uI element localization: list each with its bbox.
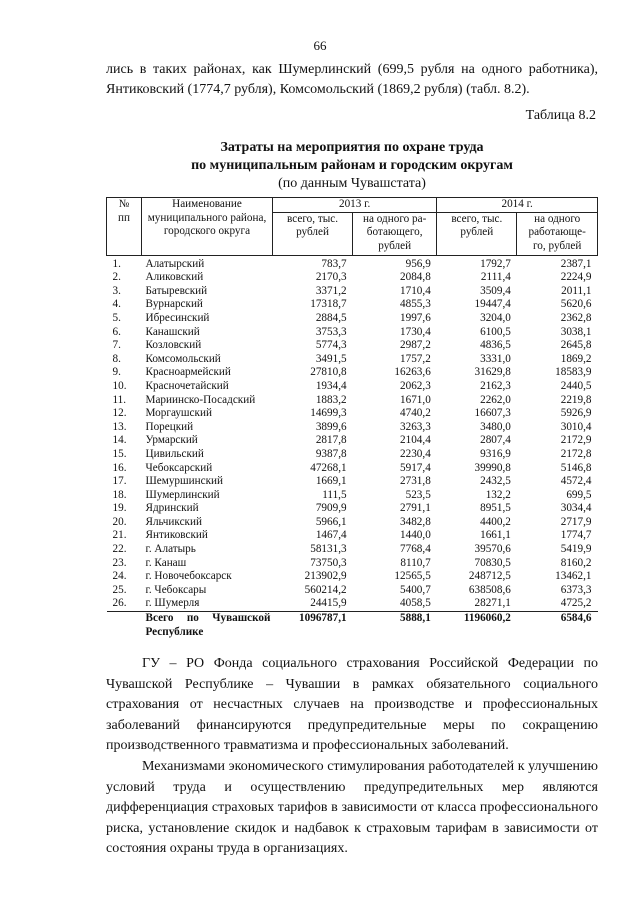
row-per-worker-2014: 2224,9	[560, 271, 592, 284]
row-name: г. Чебоксары	[145, 583, 207, 596]
row-per-worker-2014: 2440,5	[560, 379, 592, 392]
row-total-2014: 1661,1	[480, 529, 511, 542]
table-row	[107, 502, 598, 516]
row-name: Вурнарский	[145, 298, 203, 311]
row-per-worker-2014: 5926,9	[560, 407, 592, 420]
row-per-worker-2013: 12565,5	[394, 570, 431, 583]
table-row	[107, 298, 598, 312]
row-per-worker-2014: 2172,8	[560, 447, 592, 460]
table-header	[107, 198, 598, 256]
row-total-2014: 16607,3	[474, 407, 511, 420]
row-number: 14.	[112, 434, 127, 447]
row-total-2014: 638508,6	[468, 583, 511, 596]
row-total-2014: 39990,8	[474, 461, 511, 474]
row-number: 5.	[112, 311, 121, 324]
row-total-2014: 6100,5	[480, 325, 511, 338]
row-total-2013: 5774,3	[315, 339, 347, 352]
row-per-worker-2013: 2987,2	[400, 339, 431, 352]
table-title-source: (по данным Чувашстата)	[278, 176, 426, 191]
row-number: 22.	[112, 543, 127, 556]
table-row	[107, 462, 598, 476]
row-total-2013: 27810,8	[310, 366, 347, 379]
table-row	[107, 434, 598, 448]
table-row	[107, 557, 598, 571]
table-row	[107, 597, 598, 611]
row-name: Батыревский	[145, 284, 208, 297]
paragraph: Механизмами экономического стимулирования работодателей к улучшению условий труда и осуществлению предупредительных мер являются дифференциация страховых тарифов в зависимости от класса профессионального риска, установление скидок и надбавок к страховым тарифам в зависимости от состояния охраны труда в организациях.	[106, 758, 598, 857]
page-number: 66	[313, 38, 327, 53]
row-name: Ибресинский	[145, 311, 210, 324]
table-row	[107, 489, 598, 503]
row-per-worker-2013: 1710,4	[400, 284, 431, 297]
row-total-2014: 248712,5	[468, 570, 511, 583]
row-number: 6.	[112, 325, 121, 338]
row-name: Мариинско-Посадский	[145, 393, 256, 406]
row-total-2014: 4400,2	[480, 515, 511, 528]
row-number: 25.	[112, 583, 127, 596]
row-number: 26.	[112, 597, 127, 610]
row-name: Канашский	[145, 325, 200, 338]
table-row	[107, 312, 598, 326]
row-per-worker-2013: 956,9	[405, 257, 431, 270]
row-name: Красноармейский	[145, 366, 231, 379]
table-row	[107, 584, 598, 598]
row-total-2013: 2170,3	[315, 271, 347, 284]
body-text	[106, 654, 598, 860]
row-name: Комсомольский	[145, 352, 221, 365]
row-per-worker-2014: 699,5	[566, 488, 592, 501]
row-total-2014: 2111,4	[480, 271, 511, 284]
row-name: Цивильский	[145, 447, 204, 460]
row-per-worker-2014: 2387,1	[560, 257, 592, 270]
row-name: Красночетайский	[145, 379, 229, 392]
row-number: 4.	[112, 298, 121, 311]
row-total-2013: 213902,9	[304, 570, 347, 583]
table-row	[107, 475, 598, 489]
row-name: Чебоксарский	[145, 461, 213, 474]
row-per-worker-2013: 5917,4	[400, 461, 431, 474]
row-per-worker-2014: 3010,4	[560, 420, 592, 433]
row-per-worker-2014: 5146,8	[560, 461, 592, 474]
row-per-worker-2013: 1671,0	[400, 393, 431, 406]
row-number: 2.	[112, 271, 121, 284]
row-total-2013: 24415,9	[310, 597, 347, 610]
row-per-worker-2014: 6373,3	[560, 583, 592, 596]
row-per-worker-2013: 2062,3	[400, 379, 431, 392]
row-total-2013: 5966,1	[315, 515, 347, 528]
table-row	[107, 516, 598, 530]
row-per-worker-2014: 4572,4	[560, 475, 592, 488]
table-row	[107, 570, 598, 584]
row-per-worker-2014: 13462,1	[555, 570, 592, 583]
table-row	[107, 255, 598, 271]
row-total-2014: 4836,5	[480, 339, 511, 352]
total-2013: 1096787,1	[272, 612, 352, 640]
row-per-worker-2014: 3034,4	[560, 502, 592, 515]
table-label: Таблица 8.2	[525, 108, 596, 123]
row-per-worker-2014: 2172,9	[560, 434, 592, 447]
row-total-2013: 111,5	[322, 488, 347, 501]
table-row	[107, 366, 598, 380]
row-total-2013: 58131,3	[310, 543, 347, 556]
intro-line-2: Янтиковский (1774,7 рубля), Комсомольский (1869,2 рубля) (табл. 8.2).	[106, 82, 530, 97]
row-total-2014: 132,2	[485, 488, 511, 501]
row-number: 16.	[112, 461, 127, 474]
row-name: Шумерлинский	[145, 488, 220, 501]
row-per-worker-2014: 2011,1	[561, 284, 592, 297]
row-number: 3.	[112, 284, 121, 297]
row-number: 12.	[112, 407, 127, 420]
row-per-worker-2013: 1997,6	[400, 311, 431, 324]
header-total-2014: всего, тыс. рублей	[437, 212, 517, 255]
row-per-worker-2013: 2084,8	[400, 271, 431, 284]
row-per-worker-2014: 5620,6	[560, 298, 592, 311]
table-row	[107, 285, 598, 299]
row-per-worker-2014: 8160,2	[560, 556, 592, 569]
row-per-worker-2014: 1774,7	[560, 529, 592, 542]
row-number: 21.	[112, 529, 127, 542]
total-number-cell	[107, 612, 142, 640]
row-total-2013: 73750,3	[310, 556, 347, 569]
row-per-worker-2014: 2645,8	[560, 339, 592, 352]
data-table	[106, 197, 598, 639]
row-total-2014: 70830,5	[474, 556, 511, 569]
header-year-2013: 2013 г.	[272, 198, 436, 213]
row-number: 15.	[112, 447, 127, 460]
table-row	[107, 339, 598, 353]
table-row	[107, 394, 598, 408]
total-name-line-2: Республике	[145, 625, 204, 638]
row-total-2014: 2807,4	[480, 434, 511, 447]
row-total-2013: 560214,2	[304, 583, 347, 596]
row-total-2013: 7909,9	[315, 502, 347, 515]
row-per-worker-2014: 2219,8	[560, 393, 592, 406]
header-name: Наименование муниципального района, городского округа	[142, 198, 273, 256]
row-number: 20.	[112, 515, 127, 528]
row-per-worker-2014: 5419,9	[560, 543, 592, 556]
row-name: Ядринский	[145, 502, 199, 515]
row-per-worker-2013: 5400,7	[400, 583, 431, 596]
row-number: 9.	[112, 366, 121, 379]
row-number: 13.	[112, 420, 127, 433]
row-number: 23.	[112, 556, 127, 569]
row-total-2014: 31629,8	[474, 366, 511, 379]
table-row	[107, 271, 598, 285]
total-2014: 1196060,2	[437, 612, 517, 640]
row-per-worker-2013: 8110,7	[400, 556, 431, 569]
row-per-worker-2014: 2717,9	[560, 515, 592, 528]
row-total-2013: 1934,4	[315, 379, 347, 392]
table-body	[107, 255, 598, 639]
header-year-2014: 2014 г.	[437, 198, 598, 213]
header-per-worker-2014: на одного работающе- го, рублей	[517, 212, 598, 255]
row-per-worker-2013: 2791,1	[400, 502, 431, 515]
row-total-2014: 3509,4	[480, 284, 511, 297]
row-number: 7.	[112, 339, 121, 352]
row-total-2014: 19447,4	[474, 298, 511, 311]
row-total-2014: 3331,0	[480, 352, 511, 365]
total-name	[142, 612, 273, 640]
table-row	[107, 326, 598, 340]
row-name: г. Канаш	[145, 556, 187, 569]
row-total-2014: 39570,6	[474, 543, 511, 556]
row-per-worker-2013: 7768,4	[400, 543, 431, 556]
intro-line-1: лись в таких районах, как Шумерлинский (699,5 рубля на одного работника),	[106, 62, 598, 77]
row-name: г. Алатырь	[145, 543, 196, 556]
table-row	[107, 380, 598, 394]
total-name-line-1: Всего по Чувашской	[145, 612, 271, 625]
row-per-worker-2013: 3263,3	[400, 420, 431, 433]
row-per-worker-2013: 16263,6	[394, 366, 431, 379]
row-total-2014: 9316,9	[480, 447, 511, 460]
row-total-2014: 2162,3	[480, 379, 511, 392]
intro-text	[106, 60, 598, 100]
row-total-2013: 3753,3	[315, 325, 347, 338]
row-total-2013: 17318,7	[310, 298, 347, 311]
row-total-2013: 2817,8	[315, 434, 347, 447]
row-number: 19.	[112, 502, 127, 515]
row-per-worker-2013: 2731,8	[400, 475, 431, 488]
row-per-worker-2013: 4058,5	[400, 597, 431, 610]
row-total-2013: 783,7	[321, 257, 347, 270]
row-total-2013: 1467,4	[315, 529, 347, 542]
row-total-2013: 2884,5	[315, 311, 347, 324]
row-name: Алатырский	[145, 257, 205, 270]
row-name: Порецкий	[145, 420, 194, 433]
row-name: Шемуршинский	[145, 475, 223, 488]
row-per-worker-2014: 4725,2	[560, 597, 592, 610]
table-row	[107, 543, 598, 557]
row-per-worker-2013: 4855,3	[400, 298, 431, 311]
row-number: 17.	[112, 475, 127, 488]
row-total-2014: 2262,0	[480, 393, 511, 406]
row-total-2013: 14699,3	[310, 407, 347, 420]
table-row	[107, 448, 598, 462]
table-row	[107, 529, 598, 543]
table-title-line-1: Затраты на мероприятия по охране труда	[220, 140, 484, 155]
header-per-worker-2013: на одного ра- ботающего, рублей	[353, 212, 437, 255]
row-number: 10.	[112, 379, 127, 392]
header-total-2013: всего, тыс. рублей	[272, 212, 352, 255]
table-row	[107, 353, 598, 367]
row-total-2014: 8951,5	[480, 502, 511, 515]
row-per-worker-2013: 1730,4	[400, 325, 431, 338]
row-name: Урмарский	[145, 434, 198, 447]
row-per-worker-2014: 1869,2	[560, 352, 592, 365]
row-total-2013: 1883,2	[315, 393, 347, 406]
row-total-2013: 3491,5	[315, 352, 347, 365]
table-row	[107, 421, 598, 435]
row-per-worker-2013: 1757,2	[400, 352, 431, 365]
row-name: Аликовский	[145, 271, 204, 284]
row-number: 1.	[112, 257, 121, 270]
row-per-worker-2013: 523,5	[405, 488, 431, 501]
row-per-worker-2014: 2362,8	[560, 311, 592, 324]
table-title-line-2: по муниципальным районам и городским округам	[191, 158, 513, 173]
row-total-2013: 3371,2	[315, 284, 347, 297]
row-number: 8.	[112, 352, 121, 365]
row-per-worker-2013: 2230,4	[400, 447, 431, 460]
row-total-2014: 1792,7	[480, 257, 511, 270]
row-total-2013: 9387,8	[315, 447, 347, 460]
row-per-worker-2013: 4740,2	[400, 407, 431, 420]
row-number: 24.	[112, 570, 127, 583]
row-total-2013: 47268,1	[310, 461, 347, 474]
row-total-2014: 28271,1	[474, 597, 511, 610]
row-per-worker-2014: 18583,9	[555, 366, 592, 379]
row-name: г. Новочебоксарск	[145, 570, 232, 583]
row-per-worker-2013: 3482,8	[400, 515, 431, 528]
header-num: № пп	[107, 198, 142, 256]
row-per-worker-2014: 3038,1	[560, 325, 592, 338]
paragraph: ГУ – РО Фонда социального страхования Российской Федерации по Чувашской Республике – Чувашии в рамках обязательного социального страхования от несчастных случаев на производстве и профессиональных заболеваний финансируются предупредительные меры по сокращению производственного травматизма и профессиональных заболеваний.	[106, 656, 598, 754]
total-per-worker-2013: 5888,1	[353, 612, 437, 640]
row-name: г. Шумерля	[145, 597, 200, 610]
row-total-2013: 1669,1	[315, 475, 347, 488]
row-total-2014: 3204,0	[480, 311, 511, 324]
row-number: 11.	[112, 393, 127, 406]
total-per-worker-2014: 6584,6	[517, 612, 598, 640]
row-number: 18.	[112, 488, 127, 501]
table-total-row	[107, 612, 598, 640]
row-total-2014: 2432,5	[480, 475, 511, 488]
table-row	[107, 407, 598, 421]
row-name: Моргаушский	[145, 407, 212, 420]
row-name: Козловский	[145, 339, 202, 352]
table-title	[106, 139, 598, 193]
row-per-worker-2013: 1440,0	[400, 529, 431, 542]
row-name: Яльчикский	[145, 515, 202, 528]
row-name: Янтиковский	[145, 529, 208, 542]
row-total-2014: 3480,0	[480, 420, 511, 433]
row-per-worker-2013: 2104,4	[400, 434, 431, 447]
row-total-2013: 3899,6	[315, 420, 347, 433]
